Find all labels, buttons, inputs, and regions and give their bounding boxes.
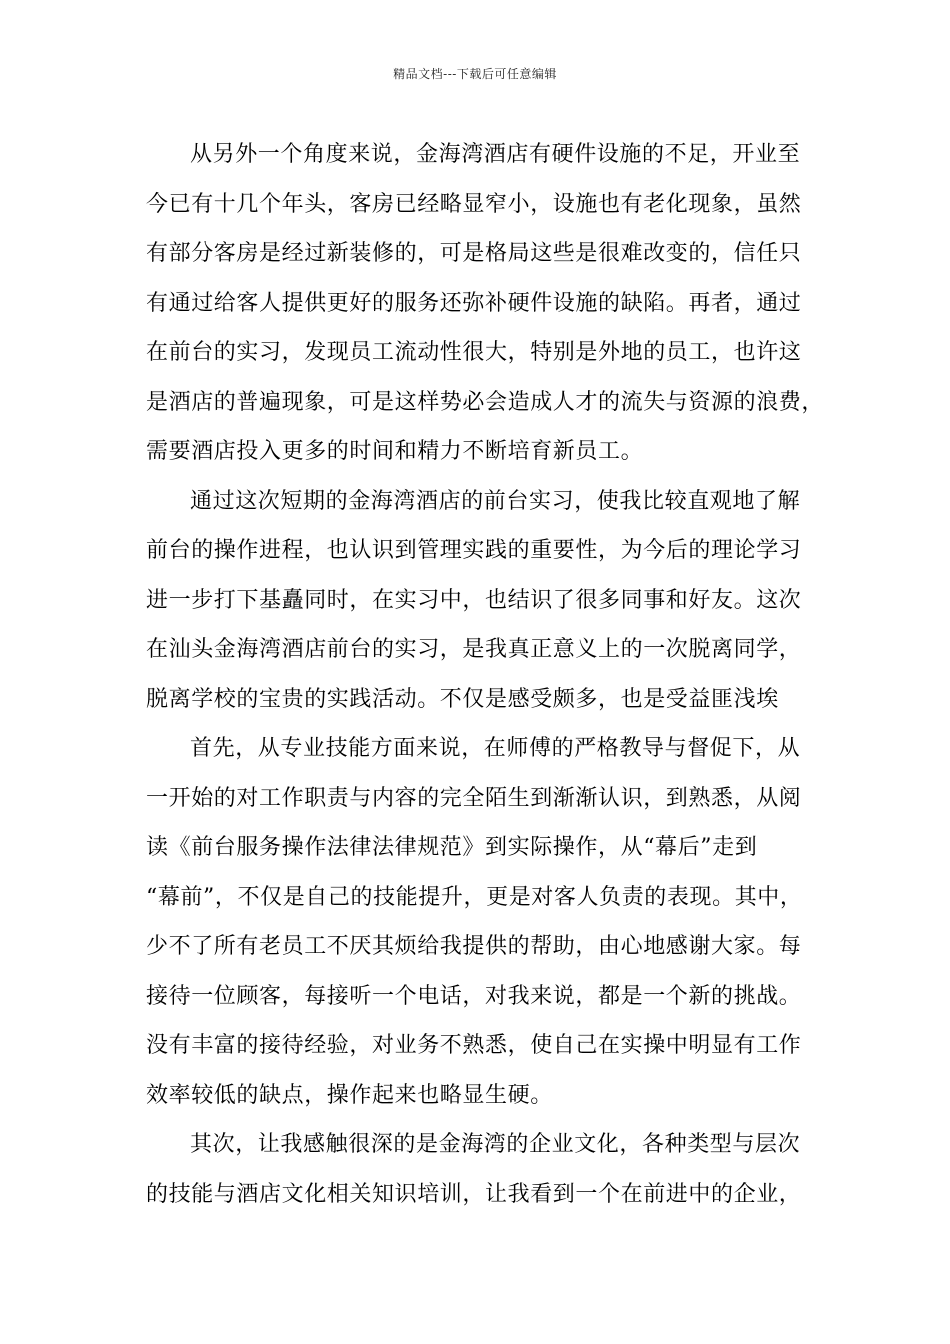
text-line: 通过这次短期的金海湾酒店的前台实习，使我比较直观地了解 [190,488,801,514]
text-line: 首先，从专业技能方面来说，在师傅的严格教导与督促下，从 [190,736,801,761]
text-line: 其次，让我感触很深的是金海湾的企业文化，各种类型与层次 [190,1132,801,1157]
text-line: 今已有十几个年头，客房已经略显窄小，设施也有老化现象，虽然 [146,191,802,217]
page-header: 精品文档---下载后可任意编辑 [393,67,557,81]
text-line: 进一步打下基矗同时，在实习中，也结识了很多同事和好友。这次 [146,587,802,613]
text-line: 效率较低的缺点，操作起来也略显生硬。 [146,1082,553,1108]
paragraph [146,130,826,477]
text-line: 脱离学校的宝贵的实践活动。不仅是感受颇多，也是受益匪浅埃 [146,686,779,712]
paragraph [146,724,826,1120]
paragraph [146,1120,826,1219]
text-line: 是酒店的普遍现象，可是这样势必会造成人才的流失与资源的浪费， [146,389,825,415]
text-line: 在前台的实习，发现员工流动性很大，特别是外地的员工，也许这 [146,340,802,365]
text-line: “幕前”，不仅是自己的技能提升，更是对客人负责的表现。其中， [146,884,803,910]
text-line: 的技能与酒店文化相关知识培训，让我看到一个在前进中的企业， [146,1181,802,1207]
text-line: 读《前台服务操作法律法律规范》到实际操作，从“幕后”走到 [146,835,758,860]
document-body [146,130,826,1219]
text-line: 接待一位顾客，每接听一个电话，对我来说，都是一个新的挑战。 [146,983,802,1009]
text-line: 少不了所有老员工不厌其烦给我提供的帮助，由心地感谢大家。每 [146,934,802,959]
text-line: 有部分客房是经过新装修的，可是格局这些是很难改变的，信任只 [146,241,802,266]
text-line: 需要酒店投入更多的时间和精力不断培育新员工。 [146,439,644,464]
text-line: 在汕头金海湾酒店前台的实习，是我真正意义上的一次脱离同学， [146,637,802,662]
text-line: 前台的操作进程，也认识到管理实践的重要性，为今后的理论学习 [146,538,802,563]
text-line: 有通过给客人提供更好的服务还弥补硬件设施的缺陷。再者，通过 [146,290,802,316]
paragraph [146,477,826,725]
text-line: 没有丰富的接待经验，对业务不熟悉，使自己在实操中明显有工作 [146,1033,802,1058]
text-line: 一开始的对工作职责与内容的完全陌生到渐渐认识，到熟悉，从阅 [146,785,802,811]
text-line: 从另外一个角度来说，金海湾酒店有硬件设施的不足，开业至 [190,142,801,167]
